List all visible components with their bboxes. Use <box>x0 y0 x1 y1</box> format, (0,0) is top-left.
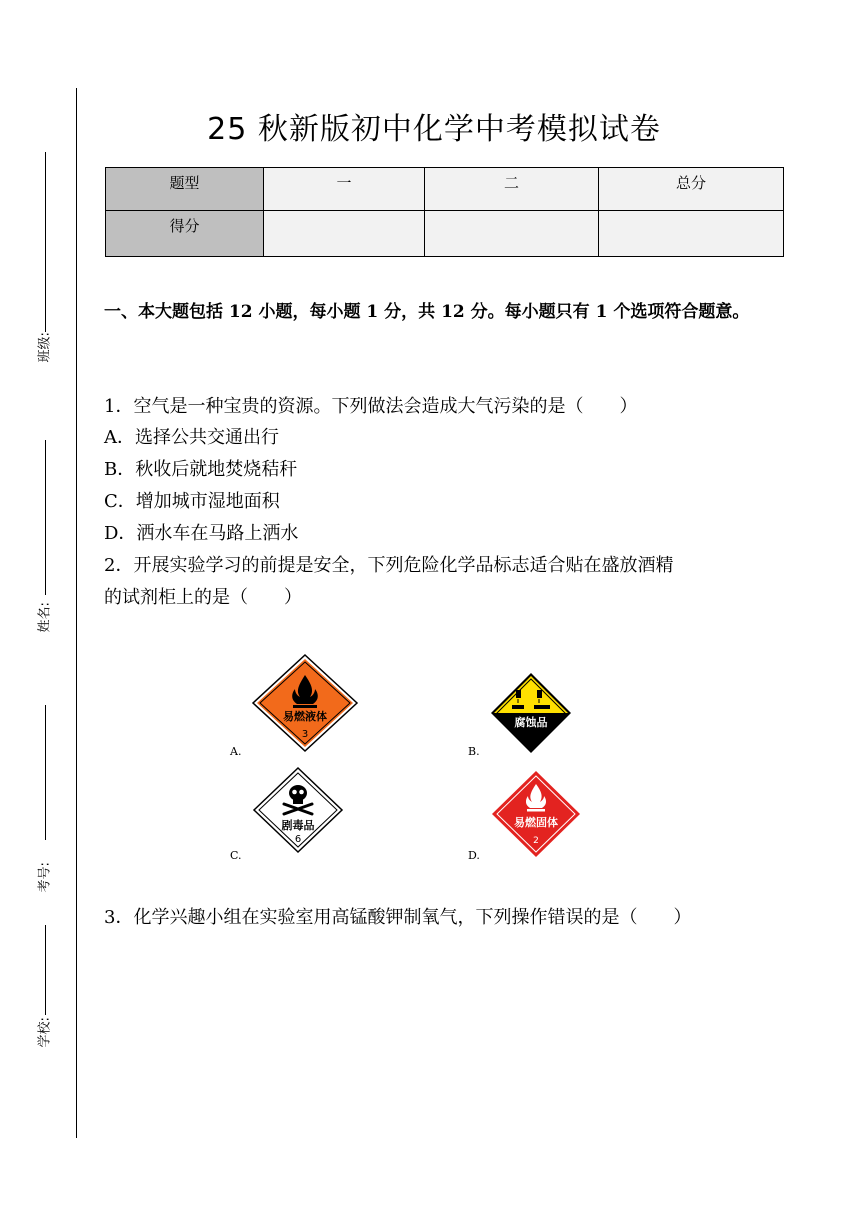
score-cell-total[interactable] <box>599 211 784 257</box>
score-header-part1: 一 <box>264 168 425 211</box>
score-header-part2: 二 <box>425 168 599 211</box>
section-heading: 一、本大题包括 12 小题，每小题 1 分，共 12 分。每小题只有 1 个选项符合题意。 <box>104 302 750 322</box>
q1-stem: 1．空气是一种宝贵的资源。下列做法会造成大气污染的是（ ） <box>104 396 638 417</box>
number-fill-line <box>45 705 46 840</box>
class-fill-line <box>45 152 46 332</box>
score-cell-part2[interactable] <box>425 211 599 257</box>
school-fill-line <box>45 925 46 1015</box>
sign-d-number: 2 <box>533 836 539 846</box>
sign-a-number: 3 <box>301 729 309 740</box>
school-label: 学校: <box>37 1017 53 1048</box>
sign-c-text: 剧毒品 <box>281 819 315 832</box>
class-label: 班级: <box>37 332 53 363</box>
number-label: 考号: <box>37 862 53 893</box>
q2-option-c-letter: C. <box>230 849 242 862</box>
q1-option-c[interactable]: C．增加城市湿地面积 <box>104 491 280 512</box>
binding-margin-line <box>76 88 77 1138</box>
q3-stem: 3．化学兴趣小组在实验室用高锰酸钾制氧气，下列操作错误的是（ ） <box>104 907 692 928</box>
q1-option-b[interactable]: B．秋收后就地焚烧秸秆 <box>104 459 298 480</box>
sign-b-text: 腐蚀品 <box>514 716 548 729</box>
sign-c-number: 6 <box>294 834 302 845</box>
corrosive-diamond-top <box>494 676 568 713</box>
sign-d-text: 易燃固体 <box>514 816 558 829</box>
q2-option-d-letter: D. <box>468 849 480 862</box>
q2-stem-line2: 的试剂柜上的是（ ） <box>104 587 302 608</box>
name-label: 姓名: <box>37 602 53 633</box>
q2-stem-line1: 2．开展实验学习的前提是安全，下列危险化学品标志适合贴在盛放酒精 <box>104 555 674 576</box>
q1-option-a[interactable]: A．选择公共交通出行 <box>104 427 279 448</box>
score-header-total: 总分 <box>599 168 784 211</box>
q2-option-a-letter: A. <box>230 745 242 758</box>
q2-option-a-sign[interactable] <box>250 653 360 757</box>
q2-option-b-letter: B. <box>468 745 480 758</box>
q2-option-c-sign[interactable] <box>252 766 344 858</box>
name-fill-line <box>45 440 46 595</box>
q2-option-b-sign[interactable] <box>490 672 572 758</box>
q2-option-d-sign[interactable] <box>491 770 581 862</box>
score-row-label: 得分 <box>106 211 264 257</box>
score-table <box>105 167 784 257</box>
score-cell-part1[interactable] <box>264 211 425 257</box>
q1-option-d[interactable]: D．洒水车在马路上洒水 <box>104 523 299 544</box>
score-header-type: 题型 <box>106 168 264 211</box>
sign-a-text: 易燃液体 <box>283 710 327 723</box>
page-title: 25 秋新版初中化学中考模拟试卷 <box>207 112 661 147</box>
